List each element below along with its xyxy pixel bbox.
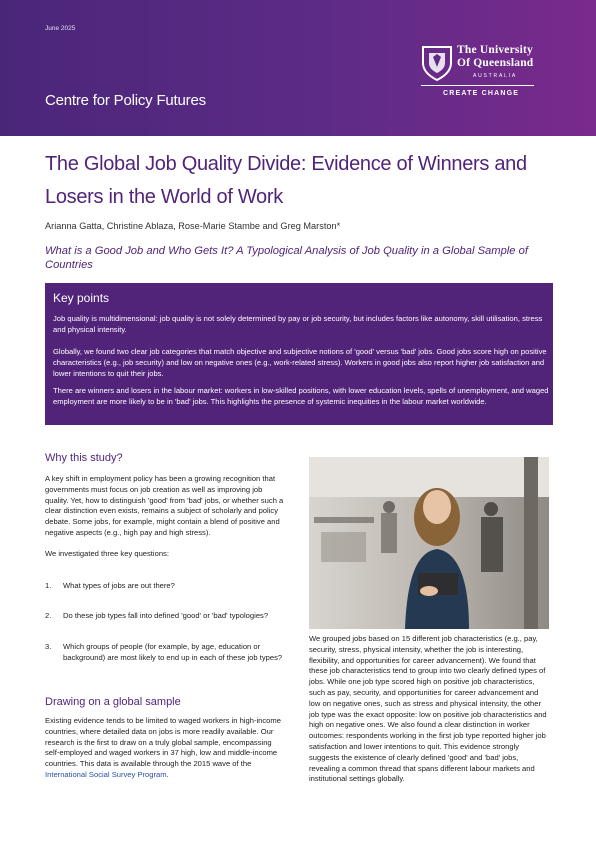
questions-intro: We investigated three key questions:	[45, 549, 169, 558]
university-country: AUSTRALIA	[473, 73, 517, 79]
university-name-line2: Of Queensland	[457, 57, 534, 69]
key-point-1: Job quality is multidimensional: job quality is not solely determined by pay or job security, but includes factors like autonomy, skill utilisation, stress and physical intensity.	[53, 314, 543, 334]
document-subtitle: What is a Good Job and Who Gets It? A Typological Analysis of Job Quality in a Global Sample of Countries	[45, 245, 528, 271]
university-tagline: CREATE CHANGE	[443, 90, 520, 97]
question-number: 2.	[45, 611, 52, 620]
question-text: Which groups of people (for example, by age, education or background) are most likely to end up in each of these job types?	[63, 642, 283, 662]
university-name-line1: The University	[457, 44, 533, 56]
why-heading: Why this study?	[45, 452, 123, 464]
question-text: What types of jobs are out there?	[63, 581, 175, 590]
centre-name: Centre for Policy Futures	[45, 92, 206, 109]
drawing-text: Existing evidence tends to be limited to waged workers in high-income countries, where detailed data on jobs is more readily available. Our research is the first to draw on a truly global sample, encompassing self-employed and waged workers in 37 high, low and middle-income countries. This data is available through the 2015 wave of the	[45, 716, 281, 769]
logo-divider	[421, 85, 534, 86]
drawing-text-end: .	[166, 769, 169, 779]
issp-link[interactable]: International Social Survey Program	[45, 769, 167, 779]
key-points-heading: Key points	[53, 291, 110, 305]
authors: Arianna Gatta, Christine Ablaza, Rose-Marie Stambe and Greg Marston*	[45, 221, 341, 231]
document-title: The Global Job Quality Divide: Evidence of Winners and Losers in the World of Work	[45, 153, 527, 208]
job-grouping-paragraph: We grouped jobs based on 15 different job characteristics (e.g., pay, security, stress, physical intensity, whether the job is interesting, flexibility, and opportunities for career advancement). We found that these job characteristics tend to group into two clearly defined types of jobs. While one job type scored high on positive job characteristics, such as pay, security, and opportunities for career advancement and low on negative ones, such as stress and physical intensity, the other job type was the exact opposite: low on positive job characteristics and high on negative ones. We also found a clear distinction in worker outcomes: respondents working in the first job type reported higher job satisfaction and lower intentions to quit. This evidence strongly suggests the existence of clearly defined 'good' and 'bad' jobs, revealing a common thread that spans different labour markets and institutional settings globally.	[309, 634, 547, 784]
drawing-heading: Drawing on a global sample	[45, 696, 181, 708]
drawing-paragraph	[45, 716, 285, 781]
office-worker-photo	[309, 457, 549, 629]
question-number: 3.	[45, 642, 52, 651]
uq-crest-logo	[421, 45, 453, 81]
question-text: Do these job types fall into defined 'good' or 'bad' typologies?	[63, 611, 269, 620]
key-point-3: There are winners and losers in the labour market: workers in low-skilled positions, with lower education levels, spells of unemployment, and waged employment are more likely to be in 'bad' jobs. This highlights the presence of systemic inequities in the labour market worldwide.	[53, 386, 549, 406]
publication-date: June 2025	[45, 25, 76, 32]
key-point-2: Globally, we found two clear job categories that match objective and subjective notions of 'good' versus 'bad' jobs. Good jobs score high on positive characteristics (e.g., job security) and low on negative ones (e.g., work-related stress). Workers in good jobs also report higher job satisfaction and lower intentions to quit their jobs.	[53, 347, 547, 378]
question-number: 1.	[45, 581, 52, 590]
why-paragraph: A key shift in employment policy has been a growing recognition that governments must focus on job creation as well as improving job quality. Yet, how to distinguish 'good' from 'bad' jobs, or whether such a clear distinction even exists, remains a subject of scholarly and policy debate. Some jobs, for example, might contain a blend of positive and negative aspects (e.g., high pay and high stress).	[45, 474, 284, 537]
